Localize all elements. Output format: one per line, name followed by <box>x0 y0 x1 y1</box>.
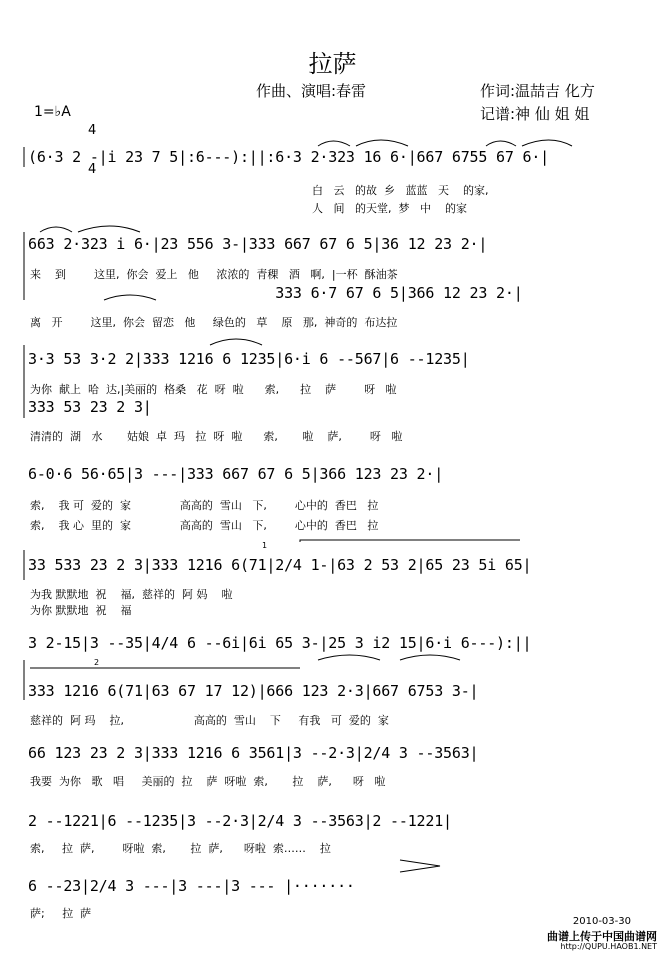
lyric-line-9: 索, 拉 萨, 呀啦 索, 拉 萨, 呀啦 索…… 拉 <box>30 842 331 855</box>
lyric-line-8: 我要 为你 歌 唱 美丽的 拉 萨 呀啦 索, 拉 萨, 呀 啦 <box>30 775 386 788</box>
lyric-line-3: 为你 献上 哈 达,|美丽的 格桑 花 呀 啦 索, 拉 萨 呀 啦 <box>30 383 397 396</box>
upload-date: 2010-03-30 <box>572 916 631 927</box>
composer-credit: 作曲、演唱:春雷 <box>256 82 367 100</box>
lyric-line-5-verse-1: 为我 默默地 祝 福, 慈祥的 阿 妈 啦 <box>30 588 233 601</box>
notation-line-3-alt: 333 53 23 2 3| <box>28 398 152 416</box>
notation-line-2-alt: 333 6·7 67 6 5|366 12 23 2·| <box>28 284 523 302</box>
notation-line-6: 3 2-15|3 --35|4/4 6 --6i|6i 65 3-|25 3 i2 15|6·i 6---):|| <box>28 634 532 652</box>
lyric-line-10: 萨; 拉 萨 <box>30 907 92 920</box>
lyric-line-4-verse-1: 索, 我 可 爱的 家 高高的 雪山 下, 心中的 香巴 拉 <box>30 499 379 512</box>
notation-line-3: 3·3 53 3·2 2|333 1216 6 1235|6·i 6 --567|6 --1235| <box>28 350 470 368</box>
lyricist-credit: 作词:温喆吉 化方 <box>480 82 595 100</box>
lyric-line-1-verse-1: 白 云 的故 乡 蓝蓝 天 的家, <box>312 184 489 197</box>
notation-line-1: (6·3 2 -|i 23 7 5|:6---):||:6·3 2·323 16 6·|667 6755 67 6·| <box>28 148 550 166</box>
song-title: 拉萨 <box>308 50 357 78</box>
notation-line-8: 66 123 23 2 3|333 1216 6 3561|3 --2·3|2/4 3 --3563| <box>28 744 479 762</box>
notation-line-2: 663 2·323 i 6·|23 556 3-|333 667 67 6 5|36 12 23 2·| <box>28 235 488 253</box>
transcriber-credit: 记谱:神 仙 姐 姐 <box>480 105 590 123</box>
site-url[interactable]: http://QUPU.HAOB1.NET <box>560 942 657 951</box>
lyric-line-5-verse-2: 为你 默默地 祝 福 <box>30 604 132 617</box>
time-signature-bottom: 4 <box>88 162 97 177</box>
lyric-line-7: 慈祥的 阿 玛 拉, 高高的 雪山 下 有我 可 爱的 家 <box>30 714 389 727</box>
notation-line-9: 2 --1221|6 --1235|3 --2·3|2/4 3 --3563|2 --1221| <box>28 812 452 830</box>
notation-line-5: 33 533 23 2 3|333 1216 6(71|2/4 1-|63 2 53 2|65 23 5i 65| <box>28 556 532 574</box>
lyric-line-2-alt: 离 开 这里, 你会 留恋 他 绿色的 草 原 那, 神奇的 布达拉 <box>30 316 398 329</box>
notation-line-10: 6 --23|2/4 3 ---|3 ---|3 --- |······· <box>28 877 355 895</box>
lyric-line-1-verse-2: 人 间 的天堂, 梦 中 的家 <box>312 202 467 215</box>
lyric-line-2: 来 到 这里, 你会 爱上 他 浓浓的 青稞 酒 啊, |一杯 酥油茶 <box>30 268 398 281</box>
key-signature: 1=♭A <box>34 104 71 120</box>
lyric-line-3-alt: 清清的 湖 水 姑娘 卓 玛 拉 呀 啦 索, 啦 萨, 呀 啦 <box>30 430 403 443</box>
lyric-line-4-verse-2: 索, 我 心 里的 家 高高的 雪山 下, 心中的 香巴 拉 <box>30 519 379 532</box>
time-signature <box>88 98 96 189</box>
volta-2: 2 <box>94 658 100 667</box>
time-signature-top: 4 <box>88 123 97 138</box>
site-watermark: 曲谱上传于中国曲谱网 <box>547 930 657 943</box>
notation-line-7: 333 1216 6(71|63 67 17 12)|666 123 2·3|667 6753 3-| <box>28 682 479 700</box>
notation-line-4: 6-0·6 56·65|3 ---|333 667 67 6 5|366 123 23 2·| <box>28 465 444 483</box>
volta-1: 1 <box>262 541 268 550</box>
